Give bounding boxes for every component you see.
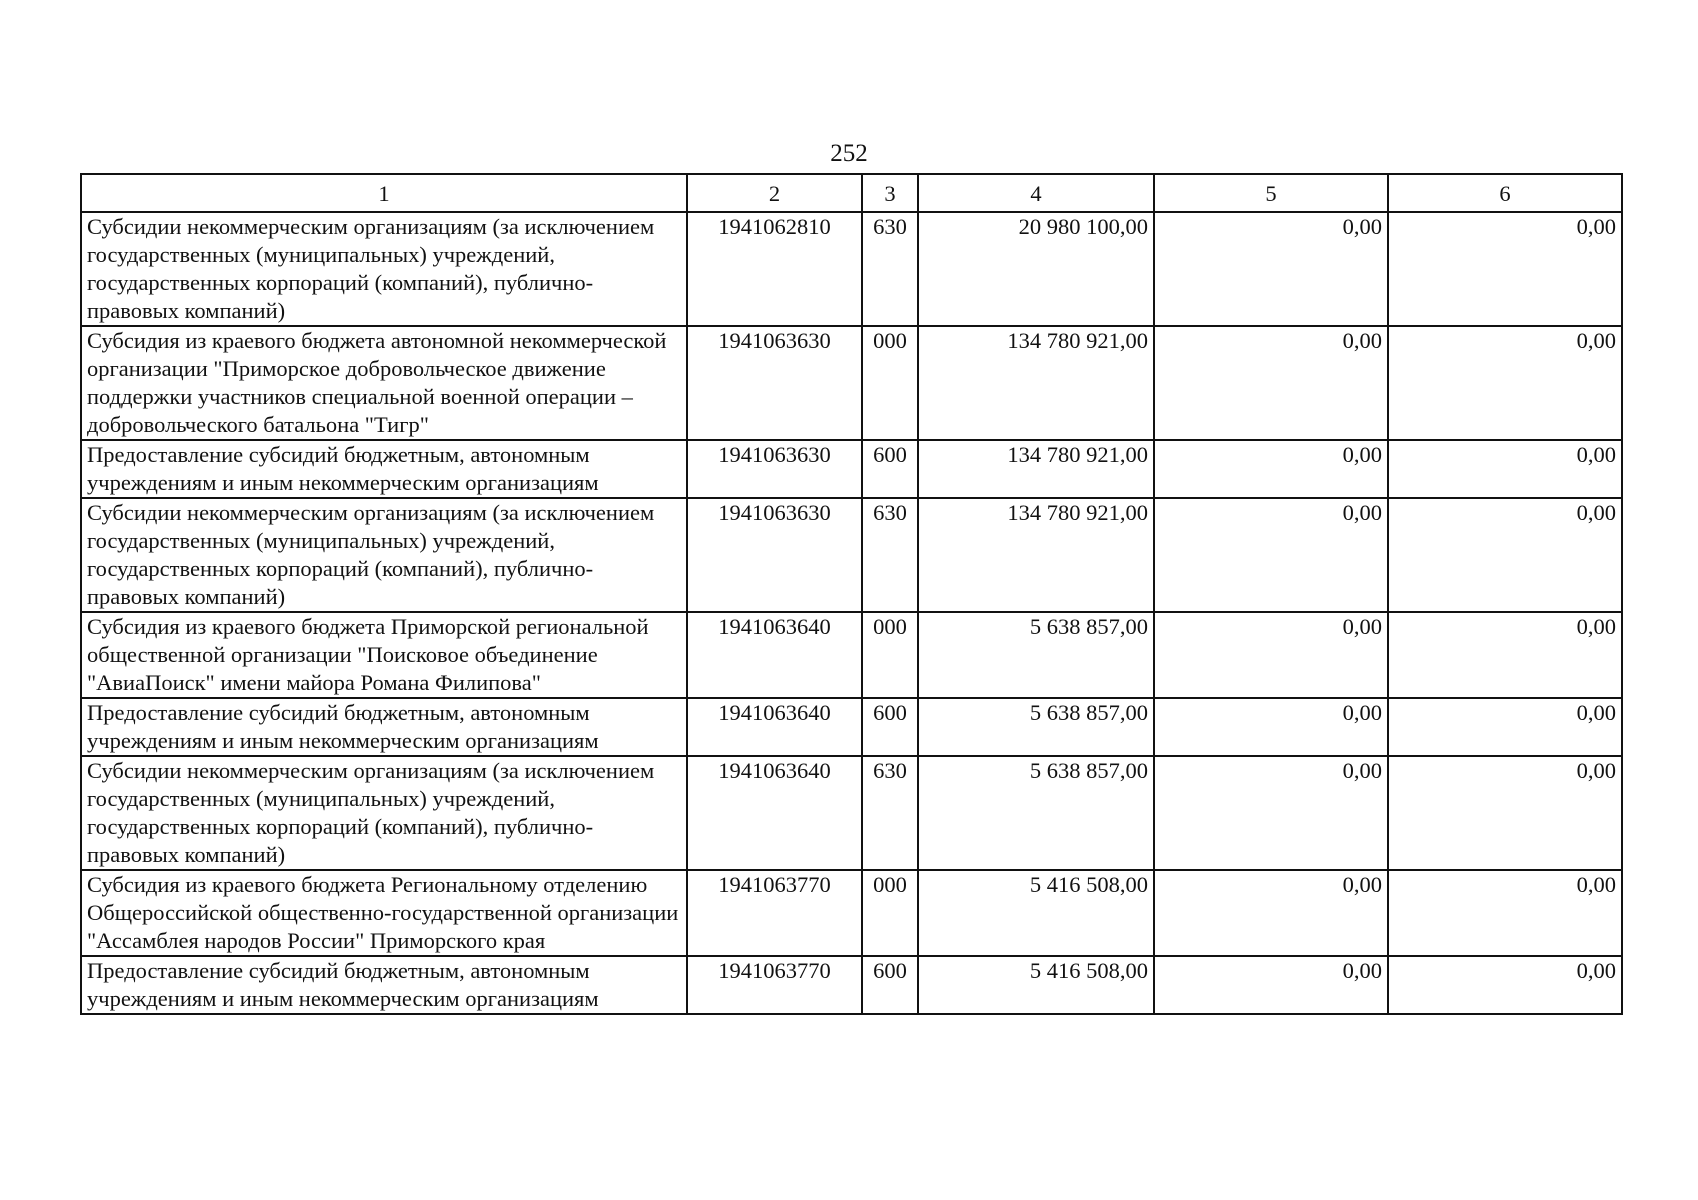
row-amount-6: 0,00 bbox=[1388, 870, 1622, 956]
row-name: Субсидия из краевого бюджета Приморской региональной общественной организации "Поисковое объединение "АвиаПоиск" имени майора Романа Филипова" bbox=[81, 612, 687, 698]
budget-table bbox=[80, 173, 1623, 1015]
row-code: 1941063640 bbox=[687, 698, 862, 756]
row-amount-6: 0,00 bbox=[1388, 756, 1622, 870]
row-code: 1941063640 bbox=[687, 612, 862, 698]
row-amount-6: 0,00 bbox=[1388, 326, 1622, 440]
row-amount-5: 0,00 bbox=[1154, 956, 1388, 1014]
table-row bbox=[81, 440, 1622, 498]
row-amount-4: 134 780 921,00 bbox=[918, 498, 1154, 612]
row-code: 1941063770 bbox=[687, 956, 862, 1014]
page-number: 252 bbox=[830, 140, 868, 167]
row-name: Субсидии некоммерческим организациям (за исключением государственных (муниципальных) учреждений, государственных корпораций (компаний), публично-правовых компаний) bbox=[81, 212, 687, 326]
row-name: Субсидия из краевого бюджета Региональному отделению Общероссийской общественно-государственной организации "Ассамблея народов России" Приморского края bbox=[81, 870, 687, 956]
row-amount-4: 5 416 508,00 bbox=[918, 956, 1154, 1014]
row-amount-5: 0,00 bbox=[1154, 698, 1388, 756]
row-type: 600 bbox=[862, 440, 918, 498]
column-header-4: 4 bbox=[918, 174, 1154, 212]
row-amount-5: 0,00 bbox=[1154, 756, 1388, 870]
row-type: 000 bbox=[862, 326, 918, 440]
row-amount-5: 0,00 bbox=[1154, 440, 1388, 498]
row-type: 630 bbox=[862, 498, 918, 612]
row-type: 000 bbox=[862, 870, 918, 956]
table-row bbox=[81, 698, 1622, 756]
row-amount-4: 20 980 100,00 bbox=[918, 212, 1154, 326]
row-name: Субсидии некоммерческим организациям (за исключением государственных (муниципальных) учреждений, государственных корпораций (компаний), публично-правовых компаний) bbox=[81, 498, 687, 612]
row-code: 1941062810 bbox=[687, 212, 862, 326]
row-amount-6: 0,00 bbox=[1388, 212, 1622, 326]
row-code: 1941063630 bbox=[687, 498, 862, 612]
row-amount-5: 0,00 bbox=[1154, 326, 1388, 440]
table-row bbox=[81, 612, 1622, 698]
row-amount-5: 0,00 bbox=[1154, 870, 1388, 956]
table-header-row bbox=[81, 174, 1622, 212]
row-code: 1941063640 bbox=[687, 756, 862, 870]
row-name: Предоставление субсидий бюджетным, автономным учреждениям и иным некоммерческим организациям bbox=[81, 440, 687, 498]
row-code: 1941063630 bbox=[687, 440, 862, 498]
row-type: 000 bbox=[862, 612, 918, 698]
row-amount-6: 0,00 bbox=[1388, 698, 1622, 756]
row-amount-5: 0,00 bbox=[1154, 612, 1388, 698]
row-type: 630 bbox=[862, 212, 918, 326]
row-type: 600 bbox=[862, 956, 918, 1014]
row-name: Субсидии некоммерческим организациям (за исключением государственных (муниципальных) учреждений, государственных корпораций (компаний), публично-правовых компаний) bbox=[81, 756, 687, 870]
row-amount-5: 0,00 bbox=[1154, 212, 1388, 326]
row-amount-6: 0,00 bbox=[1388, 956, 1622, 1014]
table-row bbox=[81, 212, 1622, 326]
row-code: 1941063630 bbox=[687, 326, 862, 440]
table-row bbox=[81, 956, 1622, 1014]
row-amount-6: 0,00 bbox=[1388, 612, 1622, 698]
table-row bbox=[81, 870, 1622, 956]
row-amount-4: 134 780 921,00 bbox=[918, 440, 1154, 498]
table-row bbox=[81, 756, 1622, 870]
column-header-6: 6 bbox=[1388, 174, 1622, 212]
row-amount-4: 5 638 857,00 bbox=[918, 756, 1154, 870]
table-row bbox=[81, 498, 1622, 612]
row-name: Предоставление субсидий бюджетным, автономным учреждениям и иным некоммерческим организациям bbox=[81, 698, 687, 756]
row-amount-6: 0,00 bbox=[1388, 498, 1622, 612]
row-amount-5: 0,00 bbox=[1154, 498, 1388, 612]
row-name: Предоставление субсидий бюджетным, автономным учреждениям и иным некоммерческим организациям bbox=[81, 956, 687, 1014]
row-amount-4: 5 416 508,00 bbox=[918, 870, 1154, 956]
row-amount-4: 5 638 857,00 bbox=[918, 612, 1154, 698]
column-header-5: 5 bbox=[1154, 174, 1388, 212]
row-amount-4: 134 780 921,00 bbox=[918, 326, 1154, 440]
row-type: 600 bbox=[862, 698, 918, 756]
row-amount-4: 5 638 857,00 bbox=[918, 698, 1154, 756]
column-header-3: 3 bbox=[862, 174, 918, 212]
column-header-2: 2 bbox=[687, 174, 862, 212]
row-amount-6: 0,00 bbox=[1388, 440, 1622, 498]
row-name: Субсидия из краевого бюджета автономной некоммерческой организации "Приморское добровольческое движение поддержки участников специальной военной операции – добровольческого батальона "Тигр" bbox=[81, 326, 687, 440]
table-row bbox=[81, 326, 1622, 440]
row-code: 1941063770 bbox=[687, 870, 862, 956]
column-header-1: 1 bbox=[81, 174, 687, 212]
row-type: 630 bbox=[862, 756, 918, 870]
